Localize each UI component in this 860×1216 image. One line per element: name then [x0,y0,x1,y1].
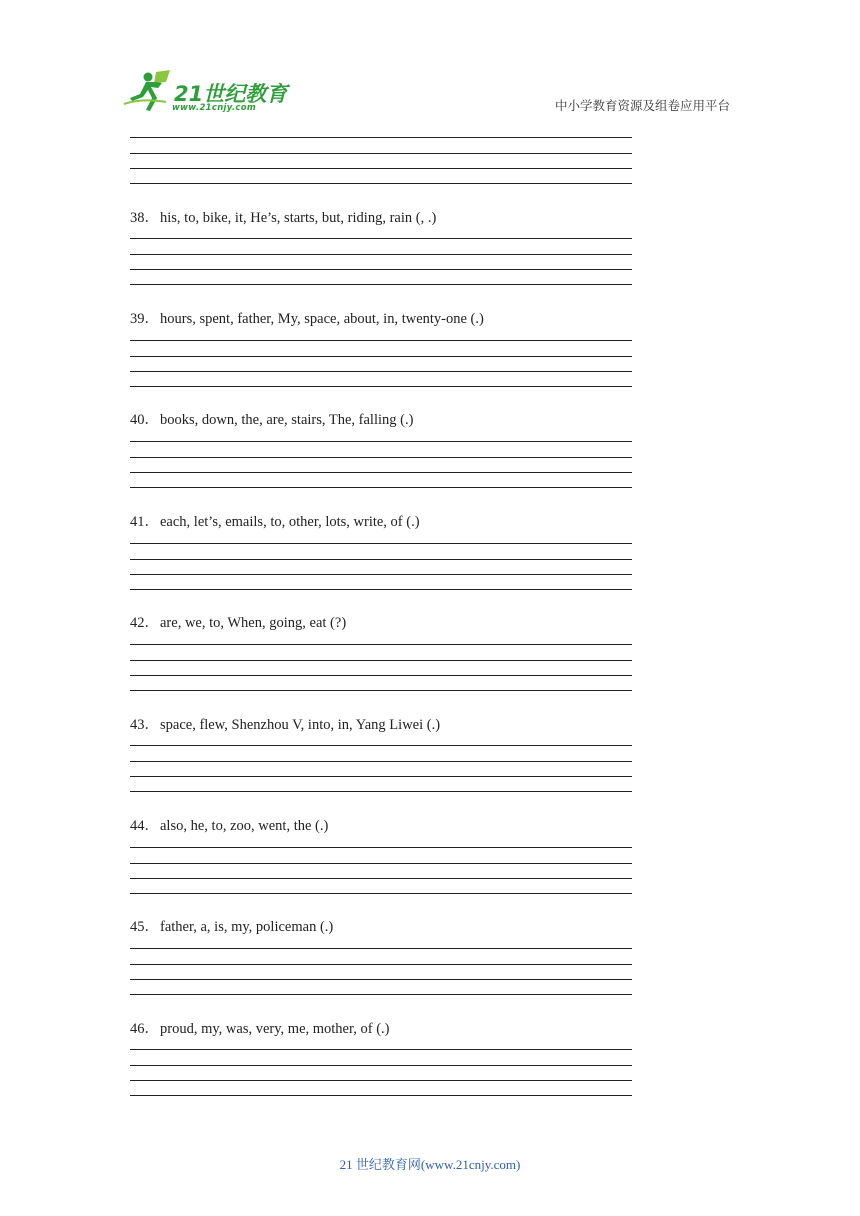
question-number: 38． [130,210,159,226]
question-text: proud, my, was, very, me, mother, of (.) [160,1021,390,1037]
logo-url: www.21cnjy.com [172,103,256,113]
question-text: his, to, bike, it, He’s, starts, but, riding, rain (, .) [160,210,437,226]
question-39 [130,307,730,328]
question-38 [130,206,730,227]
question-text: father, a, is, my, policeman (.) [160,919,334,935]
question-text: each, let’s, emails, to, other, lots, write, of (.) [160,514,420,530]
question-text: are, we, to, When, going, eat (?) [160,615,347,631]
platform-title: 中小学教育资源及组卷应用平台 [554,98,730,113]
question-text: space, flew, Shenzhou V, into, in, Yang Liwei (.) [160,717,441,733]
logo-text: 21世纪教育 [174,82,288,106]
question-46 [130,1017,730,1038]
question-43 [130,713,730,734]
question-41 [130,510,730,531]
question-number: 43． [130,717,159,733]
question-40 [130,408,730,429]
footer-link[interactable]: 21 世纪教育网(www.21cnjy.com) [339,1157,521,1172]
question-number: 40． [130,412,159,428]
question-number: 42． [130,615,159,631]
question-text: hours, spent, father, My, space, about, in, twenty-one (.) [160,311,484,327]
page-header [0,0,860,130]
question-number: 44． [130,818,159,834]
question-number: 41． [130,514,159,530]
question-number: 46． [130,1021,159,1037]
site-logo[interactable] [122,68,292,116]
question-number: 39． [130,311,159,327]
question-number: 45． [130,919,159,935]
runner-icon [122,68,174,114]
question-45 [130,915,730,936]
question-text: books, down, the, are, stairs, The, falling (.) [160,412,414,428]
question-text: also, he, to, zoo, went, the (.) [160,818,329,834]
question-42 [130,611,730,632]
question-44 [130,814,730,835]
